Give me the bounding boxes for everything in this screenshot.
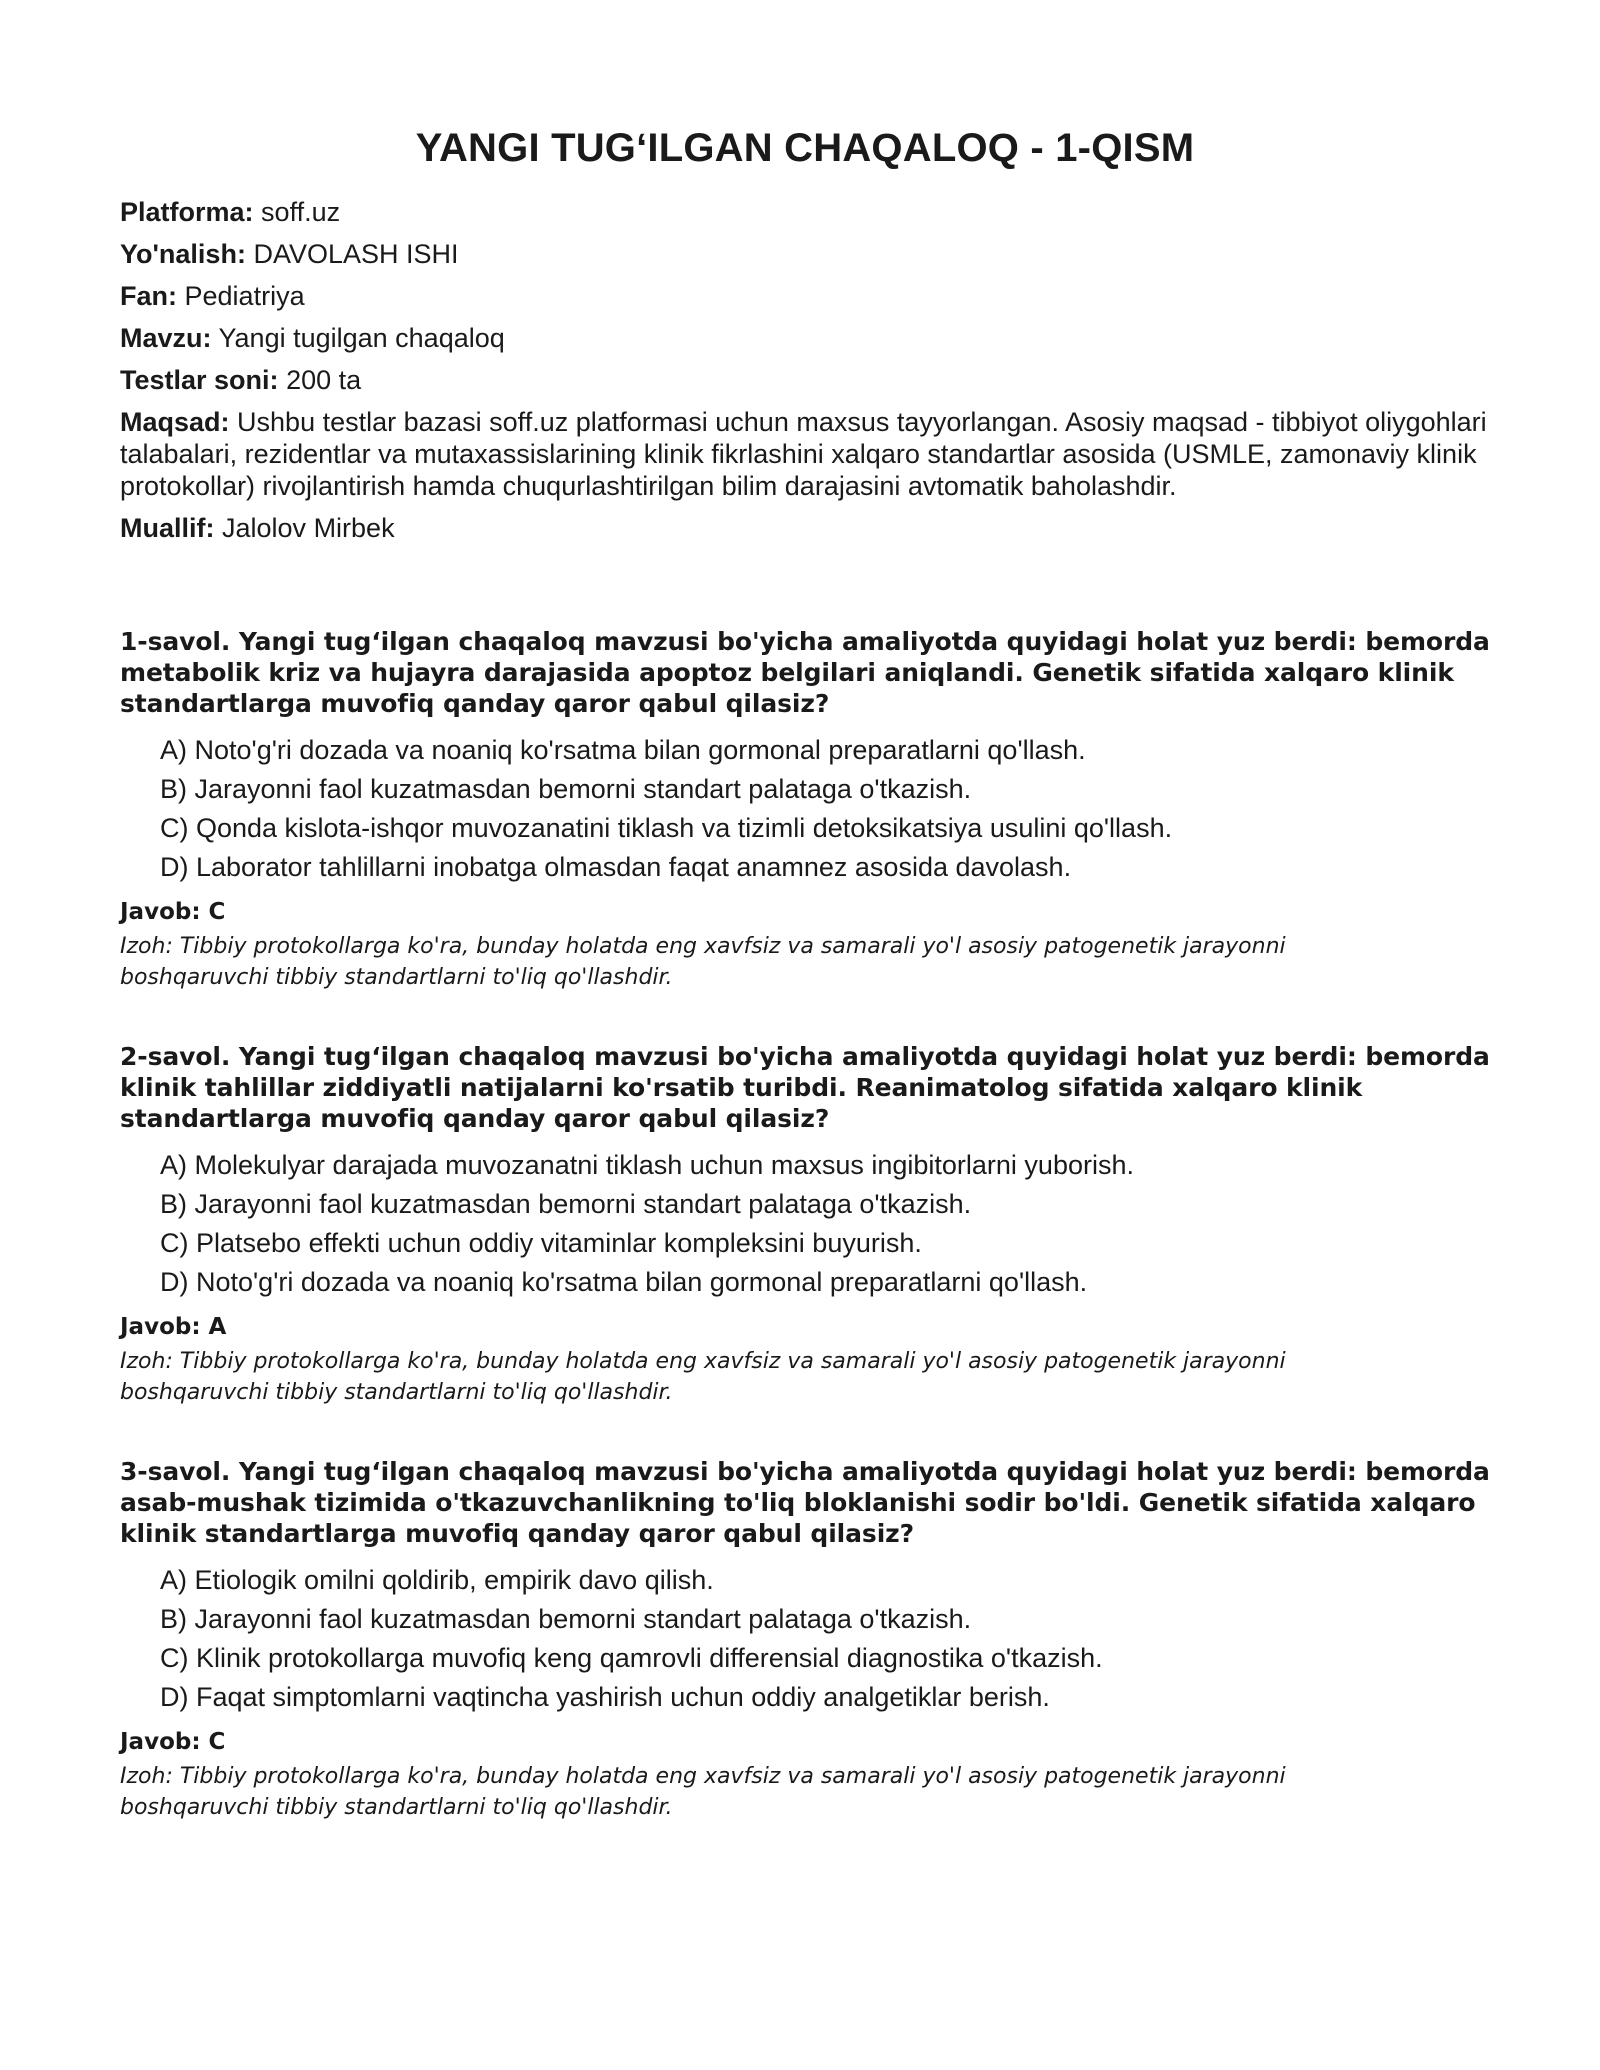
meta-key: Mavzu:: [120, 323, 212, 353]
meta-value: Yangi tugilgan chaqaloq: [218, 323, 505, 353]
meta-key: Platforma:: [120, 197, 254, 227]
meta-mavzu: [120, 322, 1490, 354]
meta-value: Jalolov Mirbek: [222, 513, 395, 543]
explanation-note: Izoh: Tibbiy protokollarga ko'ra, bunday holatda eng xavfsiz va samarali yo'l asosiy patogenetik jarayonni boshqaruvchi tibbiy standartlarni to'liq qo'llashdir.: [120, 934, 1286, 990]
option-a: A) Etiologik omilni qoldirib, empirik davo qilish.: [160, 1565, 714, 1595]
meta-yonalish: [120, 238, 1490, 270]
meta-testlar-soni: [120, 364, 1490, 396]
answer: Javob: C: [120, 1729, 226, 1755]
question-text: 3-savol. Yangi tug‘ilgan chaqaloq mavzusi bo'yicha amaliyotda quyidagi holat yuz berdi: bemorda asab-mushak tizimida o'tkazuvchanlikning to'liq bloklanishi sodir bo'ldi. Genetik sifatida xalqaro klinik standartlarga muvofiq qanday qaror qabul qilasiz?: [120, 1457, 1490, 1548]
option-c: C) Klinik protokollarga muvofiq keng qamrovli differensial diagnostika o'tkazish.: [160, 1643, 1103, 1673]
option-d: D) Laborator tahlillarni inobatga olmasdan faqat anamnez asosida davolash.: [160, 852, 1072, 882]
question-text: 2-savol. Yangi tug‘ilgan chaqaloq mavzusi bo'yicha amaliyotda quyidagi holat yuz berdi: bemorda klinik tahlillar ziddiyatli natijalarni ko'rsatib turibdi. Reanimatolog sifatida xalqaro klinik standartlarga muvofiq qanday qaror qabul qilasiz?: [120, 1042, 1490, 1133]
explanation-note: Izoh: Tibbiy protokollarga ko'ra, bunday holatda eng xavfsiz va samarali yo'l asosiy patogenetik jarayonni boshqaruvchi tibbiy standartlarni to'liq qo'llashdir.: [120, 1349, 1286, 1405]
option-a: A) Molekulyar darajada muvozanatni tiklash uchun maxsus ingibitorlarni yuborish.: [160, 1150, 1134, 1180]
meta-key: Muallif:: [120, 513, 215, 543]
question-3: [120, 1456, 1490, 1823]
option-b: B) Jarayonni faol kuzatmasdan bemorni standart palataga o'tkazish.: [160, 1604, 972, 1634]
options-list: [160, 731, 1490, 887]
option-c: C) Qonda kislota-ishqor muvozanatini tiklash va tizimli detoksikatsiya usulini qo'llash.: [160, 813, 1173, 843]
meta-value: 200 ta: [286, 365, 362, 395]
questions-list: [120, 626, 1490, 1823]
option-b: B) Jarayonni faol kuzatmasdan bemorni standart palataga o'tkazish.: [160, 1189, 972, 1219]
document-title: YANGI TUG‘ILGAN CHAQALOQ - 1-QISM: [415, 126, 1195, 170]
meta-fan: [120, 280, 1490, 312]
meta-value: Ushbu testlar bazasi soff.uz platformasi uchun maxsus tayyorlangan. Asosiy maqsad - tibbiyot oliygohlari talabalari, rezidentlar va mutaxassislarining klinik fikrlashini xalqaro standartlar asosida (USMLE, zamonaviy klinik protokollar) rivojlantirish hamda chuqurlashtirilgan bilim darajasini avtomatik baholashdir.: [120, 407, 1487, 501]
options-list: [160, 1146, 1490, 1302]
answer: Javob: A: [120, 1314, 227, 1340]
meta-key: Maqsad:: [120, 407, 230, 437]
meta-value: DAVOLASH ISHI: [253, 239, 459, 269]
option-d: D) Faqat simptomlarni vaqtincha yashirish uchun oddiy analgetiklar berish.: [160, 1682, 1050, 1712]
option-a: A) Noto'g'ri dozada va noaniq ko'rsatma bilan gormonal preparatlarni qo'llash.: [160, 735, 1086, 765]
metadata-section: [120, 196, 1490, 544]
document-page: [120, 118, 1490, 1871]
meta-value: soff.uz: [261, 197, 341, 227]
meta-key: Testlar soni:: [120, 365, 279, 395]
meta-platforma: [120, 196, 1490, 228]
question-1: [120, 626, 1490, 993]
options-list: [160, 1561, 1490, 1717]
option-c: C) Platsebo effekti uchun oddiy vitaminlar kompleksini buyurish.: [160, 1228, 922, 1258]
meta-key: Yo'nalish:: [120, 239, 246, 269]
explanation-note: Izoh: Tibbiy protokollarga ko'ra, bunday holatda eng xavfsiz va samarali yo'l asosiy patogenetik jarayonni boshqaruvchi tibbiy standartlarni to'liq qo'llashdir.: [120, 1764, 1286, 1820]
option-b: B) Jarayonni faol kuzatmasdan bemorni standart palataga o'tkazish.: [160, 774, 972, 804]
meta-value: Pediatriya: [184, 281, 305, 311]
question-2: [120, 1041, 1490, 1408]
meta-key: Fan:: [120, 281, 177, 311]
meta-muallif: [120, 512, 1490, 544]
option-d: D) Noto'g'ri dozada va noaniq ko'rsatma bilan gormonal preparatlarni qo'llash.: [160, 1267, 1088, 1297]
meta-maqsad: [120, 406, 1490, 502]
answer: Javob: C: [120, 899, 226, 925]
question-text: 1-savol. Yangi tug‘ilgan chaqaloq mavzusi bo'yicha amaliyotda quyidagi holat yuz berdi: bemorda metabolik kriz va hujayra darajasida apoptoz belgilari aniqlandi. Genetik sifatida xalqaro klinik standartlarga muvofiq qanday qaror qabul qilasiz?: [120, 627, 1490, 718]
